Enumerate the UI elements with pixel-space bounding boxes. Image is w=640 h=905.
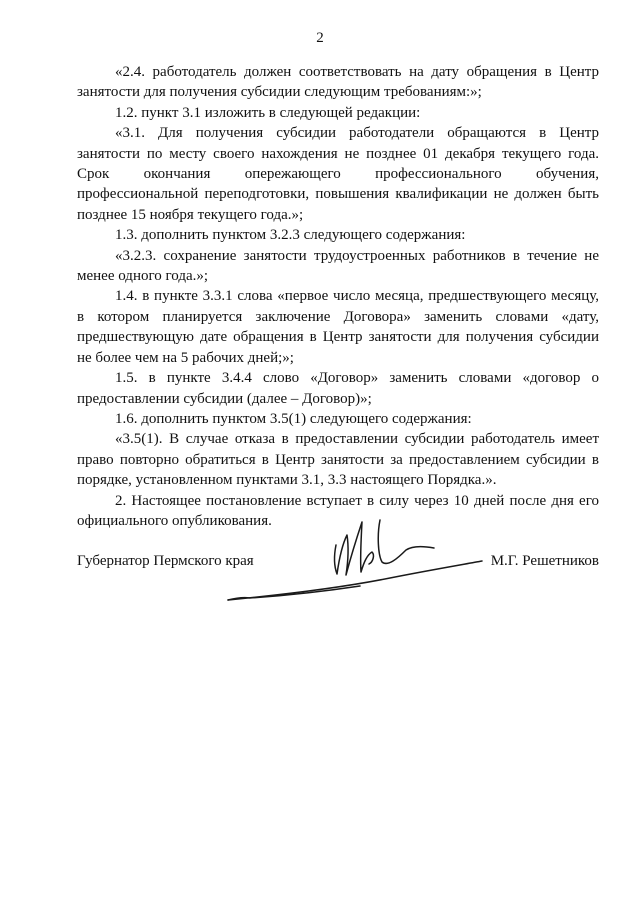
paragraph-3-1: «3.1. Для получения субсидии работодатели обращаются в Центр занятости по месту своего нахождения не позднее 01 декабря текущего года. Срок окончания опережающего профессионального обучения, профессиональной переподготовки, повышения квалификации не должен быть позднее 15 ноября текущего года.»; xyxy=(77,125,599,223)
paragraph-1-4: 1.4. в пункте 3.3.1 слова «первое число месяца, предшествующего месяцу, в котором планируется заключение Договора» заменить словами «дату, предшествующую дате обращения в Центр занятости для получения субсидии не более чем на 5 рабочих дней;»; xyxy=(77,288,599,366)
paragraph-2-effective-date: 2. Настоящее постановление вступает в силу через 10 дней после дня его официального опубликования. xyxy=(77,492,599,529)
document-body xyxy=(77,62,599,531)
page-number: 2 xyxy=(316,30,324,46)
paragraph-2-4-requirements: «2.4. работодатель должен соответствовать на дату обращения в Центр занятости для получения субсидии следующим требованиям:»; xyxy=(77,64,599,101)
paragraph-1-6: 1.6. дополнить пунктом 3.5(1) следующего содержания: xyxy=(115,410,472,427)
handwritten-signature xyxy=(220,500,490,610)
paragraph-1-3: 1.3. дополнить пунктом 3.2.3 следующего содержания: xyxy=(115,227,466,244)
paragraph-1-5: 1.5. в пункте 3.4.4 слово «Договор» заменить словами «договор о предоставлении субсидии (далее – Договор)»; xyxy=(77,370,599,407)
paragraph-1-2: 1.2. пункт 3.1 изложить в следующей редакции: xyxy=(115,104,421,121)
signer-title: Губернатор Пермского края xyxy=(77,553,254,569)
paragraph-3-5-1: «3.5(1). В случае отказа в предоставлении субсидии работодатель имеет право повторно обратиться в Центр занятости за предоставлением субсидии в порядке, установленном пунктами 3.1, 3.3 настоящего Порядка.». xyxy=(77,431,599,489)
signer-name: М.Г. Решетников xyxy=(490,553,599,569)
signature-block xyxy=(0,500,640,620)
paragraph-3-2-3: «3.2.3. сохранение занятости трудоустроенных работников в течение не менее одного года.»; xyxy=(77,247,599,285)
